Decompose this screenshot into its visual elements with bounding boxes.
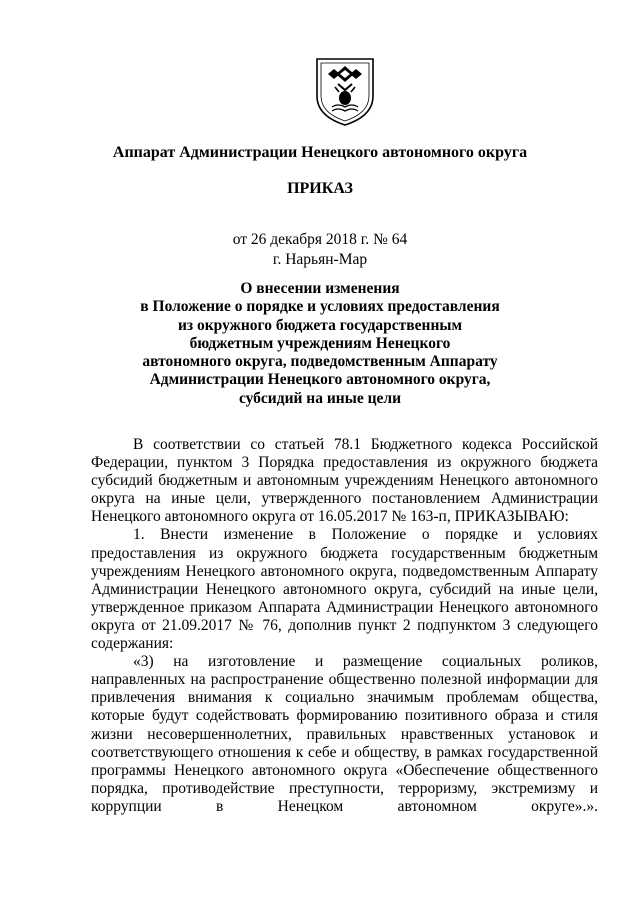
item-1-paragraph: 1. Внести изменение в Положение о порядке и условиях предоставления из окружного бюджета государственным бюджетным учреждениям Ненецкого автономного округа, подведомственным Аппарату Администрации Ненецкого автономного округа, субсидий на иные цели, утвержденное приказом Аппарата Администрации Ненецкого автономного округа от 21.09.2017 № 76, дополнив пункт 2 подпунктом 3 следующего содержания:	[91, 526, 598, 653]
subject-line: в Положение о порядке и условиях предоставления	[140, 298, 500, 316]
document-meta	[0, 230, 640, 270]
document-type-title: ПРИКАЗ	[287, 180, 353, 197]
subject-line: О внесении изменения	[240, 280, 400, 297]
subject-line: из окружного бюджета государственным	[177, 316, 463, 334]
organization-name: Аппарат Администрации Ненецкого автономного округа	[112, 144, 528, 161]
subject-line: бюджетным учреждениям Ненецкого	[189, 334, 451, 352]
document-subject	[0, 280, 640, 408]
quoted-amendment-paragraph: «3) на изготовление и размещение социальных роликов, направленных на распространение общественно полезной информации для привлечения внимания к социально значимым проблемам общества, которые будут содействовать формированию позитивного образа и стиля жизни несовершеннолетних, правильных нравственных установок и соответствующего отношения к себе и обществу, в рамках государственной программы Ненецкого автономного округа «Обеспечение общественного порядка, противодействие преступности, терроризму, экстремизму и коррупции в Ненецком автономном округе».».	[91, 653, 598, 815]
document-city: г. Нарьян-Мар	[272, 251, 368, 268]
document-body	[91, 436, 598, 816]
preamble-paragraph: В соответствии со статьей 78.1 Бюджетного кодекса Российской Федерации, пунктом 3 Порядка предоставления из окружного бюджета субсидий бюджетным и автономным учреждениям Ненецкого автономного округа на иные цели, утвержденного постановлением Администрации Ненецкого автономного округа от 16.05.2017 № 163-п, ПРИКАЗЫВАЮ:	[91, 436, 598, 526]
subject-line: субсидий на иные цели	[238, 389, 402, 407]
subject-line: Администрации Ненецкого автономного округа,	[149, 371, 491, 389]
subject-line: автономного округа, подведомственным Аппарату	[142, 353, 498, 371]
document-date-number: от 26 декабря 2018 г. № 64	[232, 231, 408, 248]
nenets-okrug-emblem-icon	[314, 56, 376, 128]
